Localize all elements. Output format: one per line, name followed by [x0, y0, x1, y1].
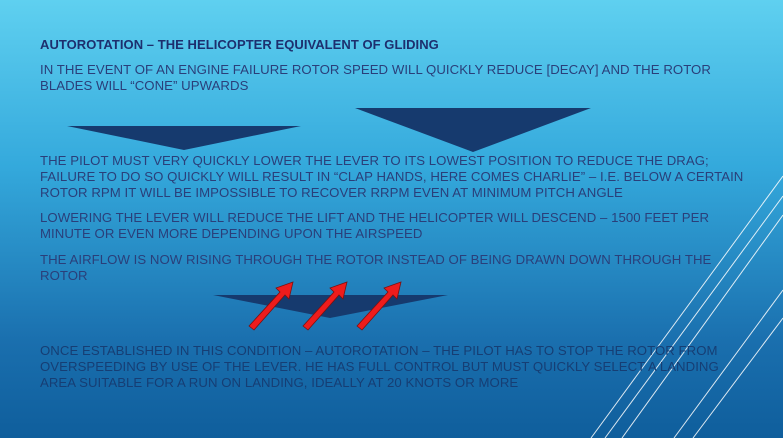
paragraph-established: ONCE ESTABLISHED IN THIS CONDITION – AUTOROTATION – THE PILOT HAS TO STOP THE ROTOR FROM OVERSPEEDING BY USE OF THE LEVER. HE HAS FULL CONTROL BUT MUST QUICKLY SELECT A LANDING AREA SUITABLE FOR A RUN ON LANDING, IDEALLY AT 20 KNOTS OR MORE	[40, 343, 719, 390]
airflow-arrows	[249, 282, 401, 330]
corner-line-3	[622, 215, 783, 438]
paragraph-engine-failure: IN THE EVENT OF AN ENGINE FAILURE ROTOR SPEED WILL QUICKLY REDUCE [DECAY] AND THE ROTOR BLADES WILL “CONE” UPWARDS	[40, 62, 711, 93]
paragraph-descent: LOWERING THE LEVER WILL REDUCE THE LIFT AND THE HELICOPTER WILL DESCEND – 1500 FEET PER MINUTE OR EVEN MORE DEPENDING UPON THE AIRSPEED	[40, 210, 710, 241]
rotor-disc-normal	[67, 126, 301, 150]
rotor-disc-coned	[355, 108, 591, 152]
paragraph-airflow: THE AIRFLOW IS NOW RISING THROUGH THE ROTOR INSTEAD OF BEING DRAWN DOWN THROUGH THE ROTOR	[40, 252, 712, 283]
paragraph-lower-lever: THE PILOT MUST VERY QUICKLY LOWER THE LEVER TO ITS LOWEST POSITION TO REDUCE THE DRAG; FAILURE TO DO SO QUICKLY WILL RESULT IN “CLAP HANDS, HERE COMES CHARLIE” – I.E. BELOW A CERTAIN ROTOR RPM IT WILL BE IMPOSSIBLE TO RECOVER RRPM EVEN AT MINIMUM PITCH ANGLE	[40, 153, 744, 200]
slide-title: AUTOROTATION – THE HELICOPTER EQUIVALENT OF GLIDING	[40, 37, 439, 52]
